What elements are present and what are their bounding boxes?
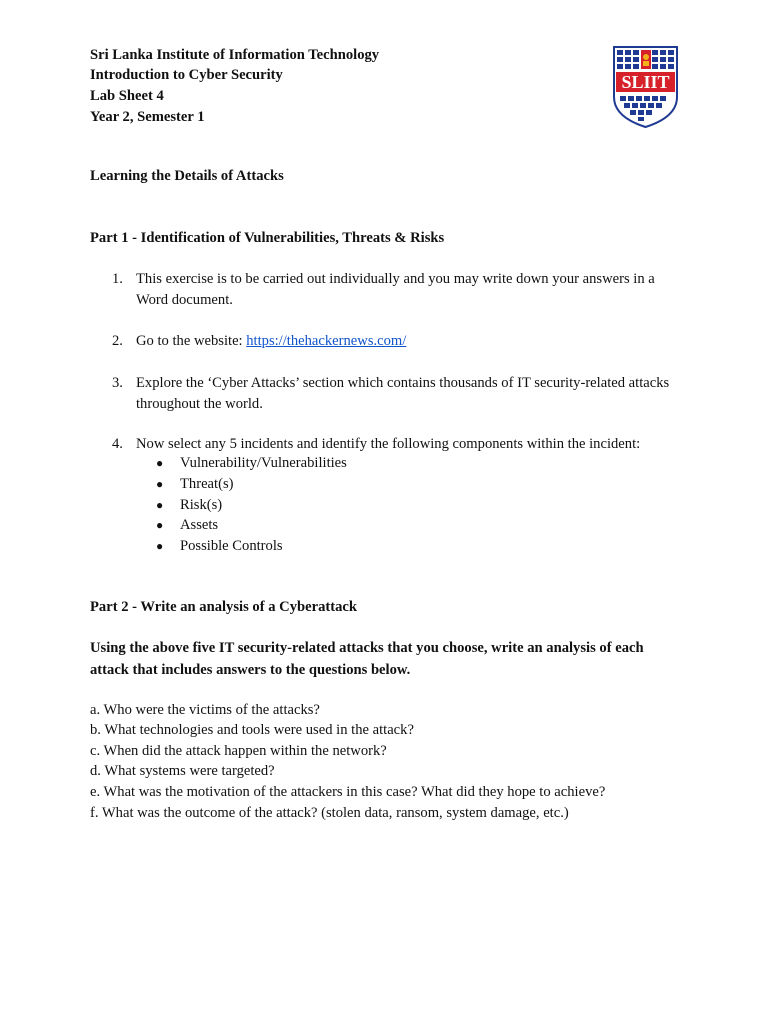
list-item-text: Explore the ‘Cyber Attacks’ section which contains thousands of IT security-related attacks throughout the world. — [136, 375, 670, 412]
hackernews-link[interactable]: https://thehackernews.com/ — [246, 333, 407, 349]
components-list — [90, 453, 347, 557]
component-item — [90, 453, 347, 474]
question-item: f. What was the outcome of the attack? (stolen data, ransom, system damage, etc.) — [90, 805, 569, 821]
list-number: 4. — [112, 436, 123, 452]
component-label: Threat(s) — [180, 475, 234, 492]
part2-instruction-line2: attack that includes answers to the questions below. — [90, 662, 411, 678]
component-item — [90, 495, 347, 516]
component-item — [90, 536, 347, 557]
component-item — [90, 474, 347, 495]
question-item: c. When did the attack happen within the network? — [90, 743, 387, 759]
component-label: Risk(s) — [180, 496, 223, 513]
list-item-text: Now select any 5 incidents and identify the following components within the incident: — [136, 436, 641, 452]
list-item-text: This exercise is to be carried out individually and you may write down your answers in a Word document. — [136, 271, 655, 308]
lab-sheet-number: Lab Sheet 4 — [90, 88, 164, 104]
part1-heading: Part 1 - Identification of Vulnerabilities, Threats & Risks — [90, 230, 445, 246]
component-label: Vulnerability/Vulnerabilities — [180, 455, 347, 471]
bullet-icon: ● — [156, 497, 164, 512]
question-item: a. Who were the victims of the attacks? — [90, 702, 320, 718]
component-item — [90, 515, 347, 536]
institute-name: Sri Lanka Institute of Information Technology — [90, 47, 380, 63]
logo-wordmark: SLIIT — [621, 72, 670, 92]
question-item: e. What was the motivation of the attackers in this case? What did they hope to achieve? — [90, 784, 606, 800]
bullet-icon: ● — [156, 456, 164, 470]
list-number: 3. — [112, 375, 123, 391]
component-label: Assets — [180, 517, 219, 534]
document-title: Learning the Details of Attacks — [90, 168, 284, 184]
part2-instruction-line1: Using the above five IT security-related attacks that you choose, write an analysis of each — [90, 640, 644, 656]
list-number: 1. — [112, 271, 123, 287]
year-semester: Year 2, Semester 1 — [90, 109, 205, 125]
bullet-icon: ● — [156, 518, 164, 533]
question-item: b. What technologies and tools were used in the attack? — [90, 722, 414, 738]
bullet-icon: ● — [156, 476, 164, 491]
course-name: Introduction to Cyber Security — [90, 67, 283, 83]
component-label: Possible Controls — [180, 538, 283, 555]
question-item: d. What systems were targeted? — [90, 763, 275, 779]
website-prefix: Go to the website: — [136, 333, 247, 349]
bullet-icon: ● — [156, 539, 164, 554]
lion-emblem-icon — [641, 50, 651, 69]
part2-heading: Part 2 - Write an analysis of a Cyberattack — [90, 599, 357, 615]
list-number: 2. — [112, 333, 123, 349]
sliit-logo-icon — [612, 45, 679, 129]
list-item-text — [136, 331, 681, 352]
